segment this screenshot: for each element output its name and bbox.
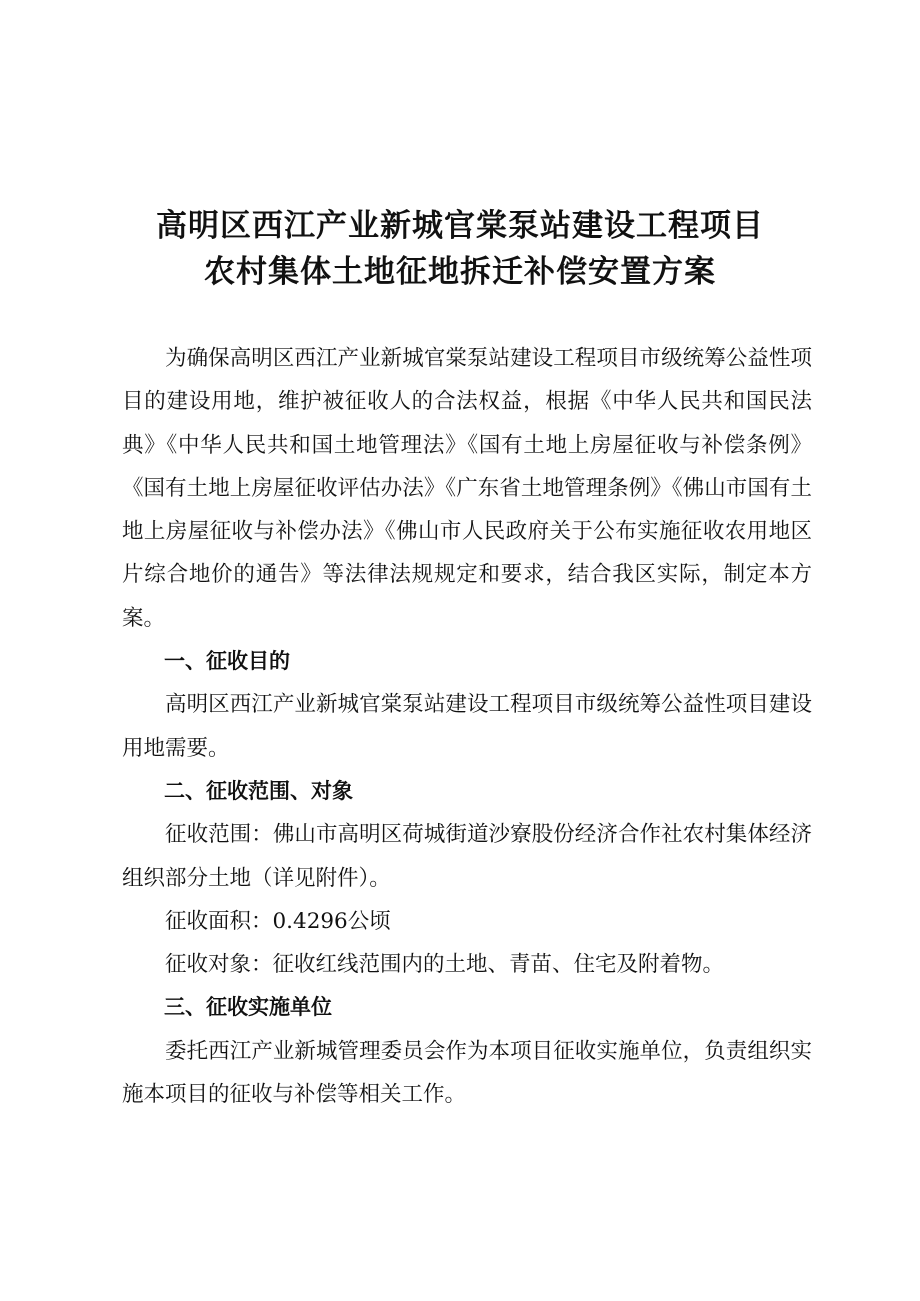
section-paragraph: 征收范围：佛山市高明区荷城街道沙寮股份经济合作社农村集体经济组织部分土地（详见附件）。 bbox=[122, 822, 812, 891]
section-implementer bbox=[122, 986, 812, 1116]
section-scope bbox=[122, 770, 812, 986]
section-heading: 三、征收实施单位 bbox=[164, 995, 332, 1020]
section-paragraph: 高明区西江产业新城官棠泵站建设工程项目市级统筹公益性项目建设用地需要。 bbox=[122, 692, 812, 761]
document-body bbox=[122, 337, 812, 1116]
section-heading: 二、征收范围、对象 bbox=[164, 778, 353, 803]
section-paragraph: 委托西江产业新城管理委员会作为本项目征收实施单位，负责组织实施本项目的征收与补偿等相关工作。 bbox=[122, 1038, 812, 1108]
document-title-line-1: 高明区西江产业新城官棠泵站建设工程项目 bbox=[156, 208, 764, 244]
section-heading: 一、征收目的 bbox=[164, 649, 290, 674]
document-title-line-2: 农村集体土地征地拆迁补偿安置方案 bbox=[204, 254, 716, 290]
intro-paragraph: 为确保高明区西江产业新城官棠泵站建设工程项目市级统筹公益性项目的建设用地，维护被征收人的合法权益，根据《中华人民共和国民法典》《中华人民共和国土地管理法》《国有土地上房屋征收与补偿条例》《国有土地上房屋征收评估办法》《广东省土地管理条例》《佛山市国有土地上房屋征收与补偿办法》《佛山市人民政府关于公布实施征收农用地区片综合地价的通告》等法律法规规定和要求，结合我区实际，制定本方案。 bbox=[122, 346, 812, 631]
section-purpose bbox=[122, 640, 812, 770]
section-paragraph: 征收面积：0.4296公顷 bbox=[165, 908, 391, 934]
section-paragraph: 征收对象：征收红线范围内的土地、青苗、住宅及附着物。 bbox=[165, 952, 725, 978]
